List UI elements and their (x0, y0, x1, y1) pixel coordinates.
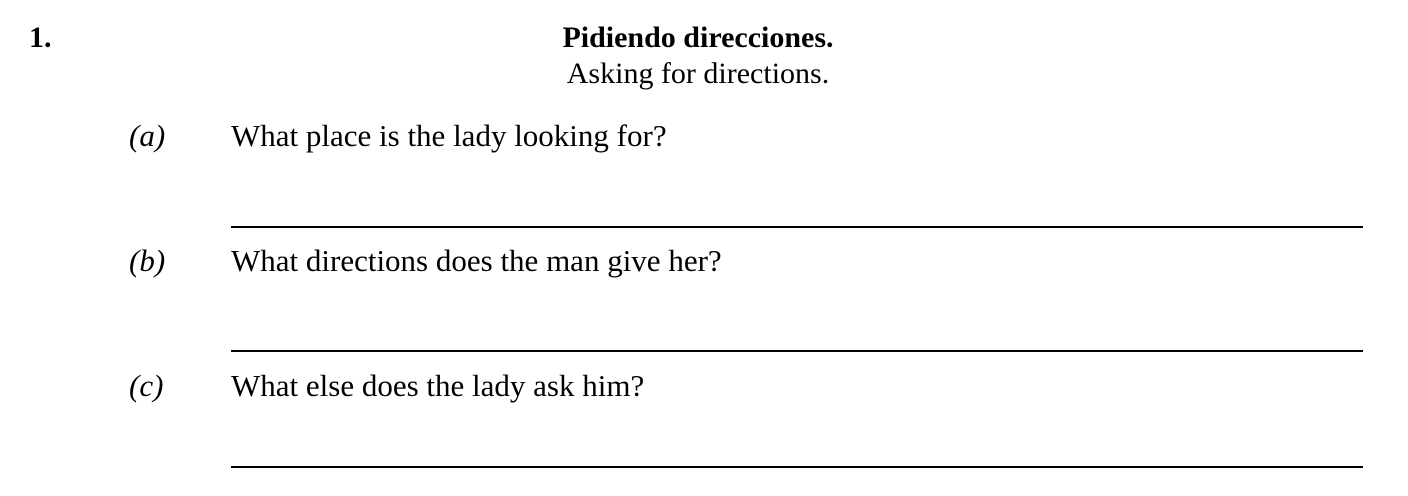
part-letter: (c) (129, 368, 164, 403)
question-part-c (0, 366, 1408, 406)
answer-line-c[interactable] (231, 466, 1363, 468)
answer-line-a[interactable] (231, 226, 1363, 228)
part-letter: (b) (129, 243, 166, 278)
question-number: 1. (29, 21, 52, 54)
part-prompt: What else does the lady ask him? (231, 368, 645, 403)
question-part-b (0, 241, 1408, 281)
part-prompt: What directions does the man give her? (231, 243, 722, 278)
answer-line-b[interactable] (231, 350, 1363, 352)
part-prompt: What place is the lady looking for? (231, 118, 667, 153)
question-part-a (0, 116, 1408, 156)
question-subtitle: Asking for directions. (566, 57, 830, 90)
question-heading (0, 20, 1396, 92)
part-letter: (a) (129, 118, 166, 153)
question-title: Pidiendo direcciones. (562, 21, 834, 54)
